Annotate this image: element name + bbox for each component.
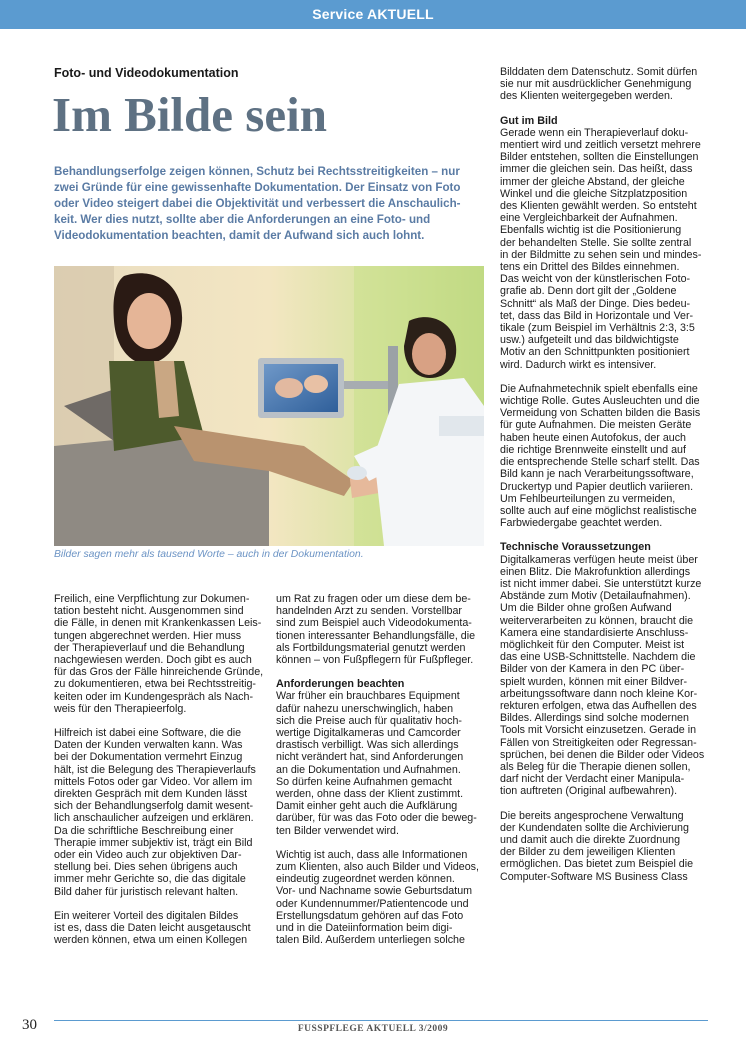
text-line: lich anschaulicher aufzeigen und erklären. (54, 812, 254, 825)
text-line: sich die Preise auch für qualitativ hoch- (276, 714, 462, 727)
text-line: der Kundendaten sollte die Archivierung (500, 821, 689, 834)
text-line: wichtige Rolle. Gutes Ausleuchten und die (500, 395, 700, 408)
text-line: die richtige Brennweite einstellt und auf (500, 443, 686, 456)
text-line: Da die schriftliche Beschreibung einer (54, 824, 234, 837)
text-line: möglichkeit für den Computer. Meist ist (500, 638, 685, 651)
text-line: ermöglichen. Das bietet zum Beispiel die (500, 858, 694, 871)
text-line: an die Dokumentation und Aufnahmen. (276, 763, 461, 776)
text-line: Abstände zum Motiv (Detailaufnahmen). (500, 590, 691, 603)
text-line: Daten der Kunden verwalten kann. Was (54, 739, 243, 752)
text-line: wertige Digitalkameras und Camcorder (276, 727, 461, 740)
text-line: des Klienten gewählt werden. So entsteht (500, 200, 697, 213)
body-column-3 (500, 66, 712, 895)
text-line: Videodokumentation beachten, damit der Aufwand sich auch lohnt. (54, 229, 425, 242)
text-line: sprüchen, bei denen die Bilder oder Videos (500, 748, 705, 761)
text-line: Druckertyp und Papier deutlich variieren. (500, 480, 694, 493)
page-number: 30 (22, 1017, 37, 1033)
text-line: hält, ist die Belegung des Therapieverlaufs (54, 763, 256, 776)
text-line: stellung bei. Dies sehen übrigens auch (54, 861, 238, 874)
text-line: Das weicht von der künstlerischen Foto- (500, 273, 691, 286)
text-line: keit. Wer dies nutzt, sollte aber die Anforderungen an eine Foto- und (54, 213, 431, 226)
text-line: mittels Fotos oder gar Video. Vor allem im (54, 775, 253, 788)
text-line: tikale (zum Beispiel im Verhältnis 2:3, 3:5 (500, 322, 695, 335)
text-line: zwei Gründe für eine gewissenhafte Dokumentation. Der Einsatz von Foto (54, 181, 461, 194)
paragraph (276, 593, 486, 666)
photo-caption: Bilder sagen mehr als tausend Worte – auch in der Dokumentation. (54, 549, 364, 560)
text-line: Digitalkameras verfügen heute meist über (500, 553, 698, 566)
text-line: für das Gros der Fälle hinreichende Gründe, (54, 666, 264, 679)
text-line: nachgewiesen werden. Doch gibt es auch (54, 654, 252, 667)
text-line: tet, dass das Bild in Horizontale und Ver- (500, 309, 694, 322)
paragraph (54, 727, 260, 898)
text-line: talen Bild. Außerdem unterliegen solche (276, 934, 465, 947)
text-line: Um Fehlbeurteilungen zu vermeiden, (500, 492, 676, 505)
text-line: der Therapieverlauf und die Behandlung (54, 641, 245, 654)
text-line: und damit auch die direkte Zuordnung (500, 833, 681, 846)
text-line: sind zum Beispiel auch Videodokumenta- (276, 617, 472, 630)
text-line: oder ein Video auch zur objektiven Dar- (54, 849, 242, 862)
text-line: als Fortbildungsmaterial genutzt werden (276, 641, 466, 654)
text-line: Die bereits angesprochene Verwaltung (500, 809, 684, 822)
text-line: Motiv an den Schnittpunkten positioniert (500, 346, 690, 359)
body-column-2 (276, 593, 486, 958)
subheading: Gut im Bild (500, 114, 558, 127)
text-line: ist nicht immer dabei. Sie unterstützt kurze (500, 577, 702, 590)
text-line: Ebenfalls wichtig ist die Positionierung (500, 224, 682, 237)
text-line: immer der gleiche Abstand, der gleiche (500, 175, 685, 188)
text-line: Kamera eine standardisierte Anschluss- (500, 626, 689, 639)
footer-magazine-issue: FUSSPFLEGE AKTUELL 3/2009 (297, 1024, 449, 1034)
text-line: So dürfen keine Aufnahmen gemacht (276, 775, 452, 788)
text-line: nicht verändert hat, sind Anforderungen (276, 751, 464, 764)
text-line: in der Bildmitte zu sehen sein und mindes- (500, 248, 702, 261)
text-line: für gute Aufnahmen. Die meisten Geräte (500, 419, 692, 432)
text-line: eindeutig zugeordnet werden können. (276, 873, 455, 886)
text-line: Bilddaten dem Datenschutz. Somit dürfen (500, 66, 698, 78)
text-line: oder Video steigert dabei die Objektivität und verbessert die Anschaulich- (54, 197, 461, 210)
text-line: tation besteht nicht. Ausgenommen sind (54, 605, 244, 618)
text-line: Erstellungsdatum gehören auf das Foto (276, 909, 464, 922)
text-line: zum Klienten, also auch Bilder und Videos, (276, 861, 479, 874)
text-line: Damit einher geht auch die Aufklärung (276, 800, 458, 813)
article-photo (54, 266, 484, 546)
subheading: Anforderungen beachten (276, 678, 405, 691)
text-line: Wichtig ist auch, dass alle Informationen (276, 848, 468, 861)
text-line: Freilich, eine Verpflichtung zur Dokumen- (54, 593, 250, 605)
text-line: grafie ab. Denn dort gilt der „Goldene (500, 285, 677, 298)
text-line: weis für den Therapieerfolg. (54, 702, 187, 715)
text-line: dafür nahezu unerschwinglich, haben (276, 702, 454, 715)
text-line: das eine USB-Schnittstelle. Nachdem die (500, 651, 696, 664)
paragraph (276, 849, 486, 947)
text-line: immer mehr Gerichte so, die das digitale (54, 873, 246, 886)
text-line: weiterverarbeiten zu können, braucht die (500, 614, 694, 627)
text-line: die entsprechende Stelle scharf stellt. Das (500, 456, 700, 469)
paragraph (54, 910, 260, 947)
body-column-1 (54, 593, 264, 958)
text-line: Bilder von der Kamera in den PC über- (500, 663, 685, 676)
text-line: Tools mit Vorsicht einzusetzen. Gerade in (500, 724, 697, 737)
paragraph (500, 66, 712, 103)
text-line: Therapie immer subjektiv ist, trägt ein Bild (54, 836, 253, 849)
section-header-bar (0, 0, 746, 29)
article-title: Im Bilde sein (52, 87, 327, 142)
text-line: einen Blitz. Die Makrofunktion allerdings (500, 565, 691, 578)
text-line: und in die Dateiinformation beim digi- (276, 922, 453, 935)
text-line: War früher ein brauchbares Equipment (276, 690, 460, 703)
text-line: wird. Dadurch wirkt es intensiver. (500, 358, 657, 371)
text-line: usw.) aufgeteilt und das bildwichtigste (500, 334, 679, 347)
text-line: werden, ohne dass der Klient zustimmt. (276, 788, 464, 801)
paragraph (500, 554, 712, 798)
paragraph (500, 810, 712, 883)
text-line: Fällen von Streitigkeiten oder Regressan- (500, 736, 697, 749)
text-line: handelnden Arzt zu senden. Vorstellbar (276, 605, 462, 618)
article-kicker: Foto- und Videodokumentation (54, 66, 239, 80)
text-line: eine Vergleichbarkeit der Aufnahmen. (500, 212, 678, 225)
text-line: Vermeidung von Schatten bilden die Basis (500, 407, 701, 420)
text-line: ist es, dass die Daten leicht ausgetauscht (54, 922, 251, 935)
footer-rule (54, 1020, 708, 1021)
text-line: immer die gleichen sein. Das heißt, dass (500, 163, 693, 176)
text-line: tion auftreten (Original aufbewahren). (500, 785, 678, 798)
text-line: Computer-Software MS Business Class (500, 870, 688, 883)
text-line: darf nicht der Verdacht einer Manipula- (500, 773, 685, 786)
text-line: oder Kundennummer/Patientencode und (276, 897, 469, 910)
text-line: Ein weiterer Vorteil des digitalen Bildes (54, 909, 239, 922)
paragraph (54, 593, 264, 715)
text-line: werden können, etwa um einen Kollegen (54, 934, 248, 947)
text-line: des Klienten weitergegeben werden. (500, 90, 673, 103)
paragraph (276, 690, 486, 836)
text-line: direkten Gespräch mit dem Kunden lässt (54, 788, 248, 801)
text-line: darüber, für was das Foto oder die beweg- (276, 812, 477, 825)
text-line: Gerade wenn ein Therapieverlauf doku- (500, 126, 689, 139)
text-line: Bild kann je nach Verarbeitungssoftware, (500, 468, 694, 481)
text-line: können – von Fußpflegern für Fußpfleger. (276, 654, 474, 667)
text-line: spielt wurden, können mit einer Bildver- (500, 675, 688, 688)
text-line: der Bilder zu dem jeweiligen Klienten (500, 846, 676, 859)
text-line: die Fälle, in denen mit Krankenkassen Leis- (54, 617, 262, 630)
text-line: arbeitungssoftware dann noch kleine Kor- (500, 687, 698, 700)
text-line: sollte auch auf eine möglichst realistische (500, 504, 697, 517)
subheading: Technische Voraussetzungen (500, 541, 651, 554)
paragraph (500, 383, 712, 529)
section-title: Service AKTUELL (312, 6, 434, 22)
text-line: ten Bilder verwendet wird. (276, 824, 399, 837)
article-lead (54, 164, 484, 244)
text-line: zu dokumentieren, etwa bei Rechtsstreitig- (54, 678, 256, 691)
text-line: tungen abgerechnet werden. Hier muss (54, 629, 242, 642)
text-line: Winkel und die gleiche Sitzplatzposition (500, 187, 688, 200)
text-line: Farbwiedergabe geachtet werden. (500, 517, 663, 530)
text-line: tionen interessanter Behandlungsfälle, die (276, 629, 476, 642)
text-line: sie nur mit ausdrücklicher Genehmigung (500, 78, 692, 91)
paragraph (500, 127, 712, 371)
text-line: bei der Dokumentation vermehrt Einzug (54, 751, 243, 764)
text-line: mentiert wird und zeitlich versetzt mehrere (500, 139, 701, 152)
text-line: Behandlungserfolge zeigen können, Schutz bei Rechtsstreitigkeiten – nur (54, 165, 460, 178)
photo-illustration (54, 266, 484, 546)
text-line: Vor- und Nachname sowie Geburtsdatum (276, 885, 473, 898)
text-line: keiten oder im Kundengespräch als Nach- (54, 690, 254, 703)
text-line: Bildes. Allerdings sind solche modernen (500, 712, 689, 725)
text-line: als Beleg für die Therapie dienen sollen, (500, 760, 691, 773)
text-line: rekturen erfolgen, etwa das Aufhellen des (500, 699, 697, 712)
text-line: sich der Behandlungserfolg damit wesent- (54, 800, 254, 813)
text-line: drastisch verbilligt. Was sich allerdings (276, 739, 459, 752)
text-line: haben heute einen Autofokus, der auch (500, 431, 686, 444)
text-line: Bild daher für juristisch relevant halten. (54, 885, 239, 898)
text-line: Hilfreich ist dabei eine Software, die die (54, 727, 242, 740)
text-line: um Rat zu fragen oder um diese dem be- (276, 593, 471, 605)
text-line: Schnitt“ als Maß der Dinge. Dies bedeu- (500, 297, 691, 310)
text-line: Bilder entstehen, sollten die Einstellungen (500, 151, 699, 164)
text-line: Um die Bilder ohne großen Aufwand (500, 602, 672, 615)
text-line: Die Aufnahmetechnik spielt ebenfalls eine (500, 382, 698, 395)
text-line: der behandelten Stelle. Sie sollte zentral (500, 236, 692, 249)
text-line: tens ein Drittel des Bildes einnehmen. (500, 261, 680, 274)
